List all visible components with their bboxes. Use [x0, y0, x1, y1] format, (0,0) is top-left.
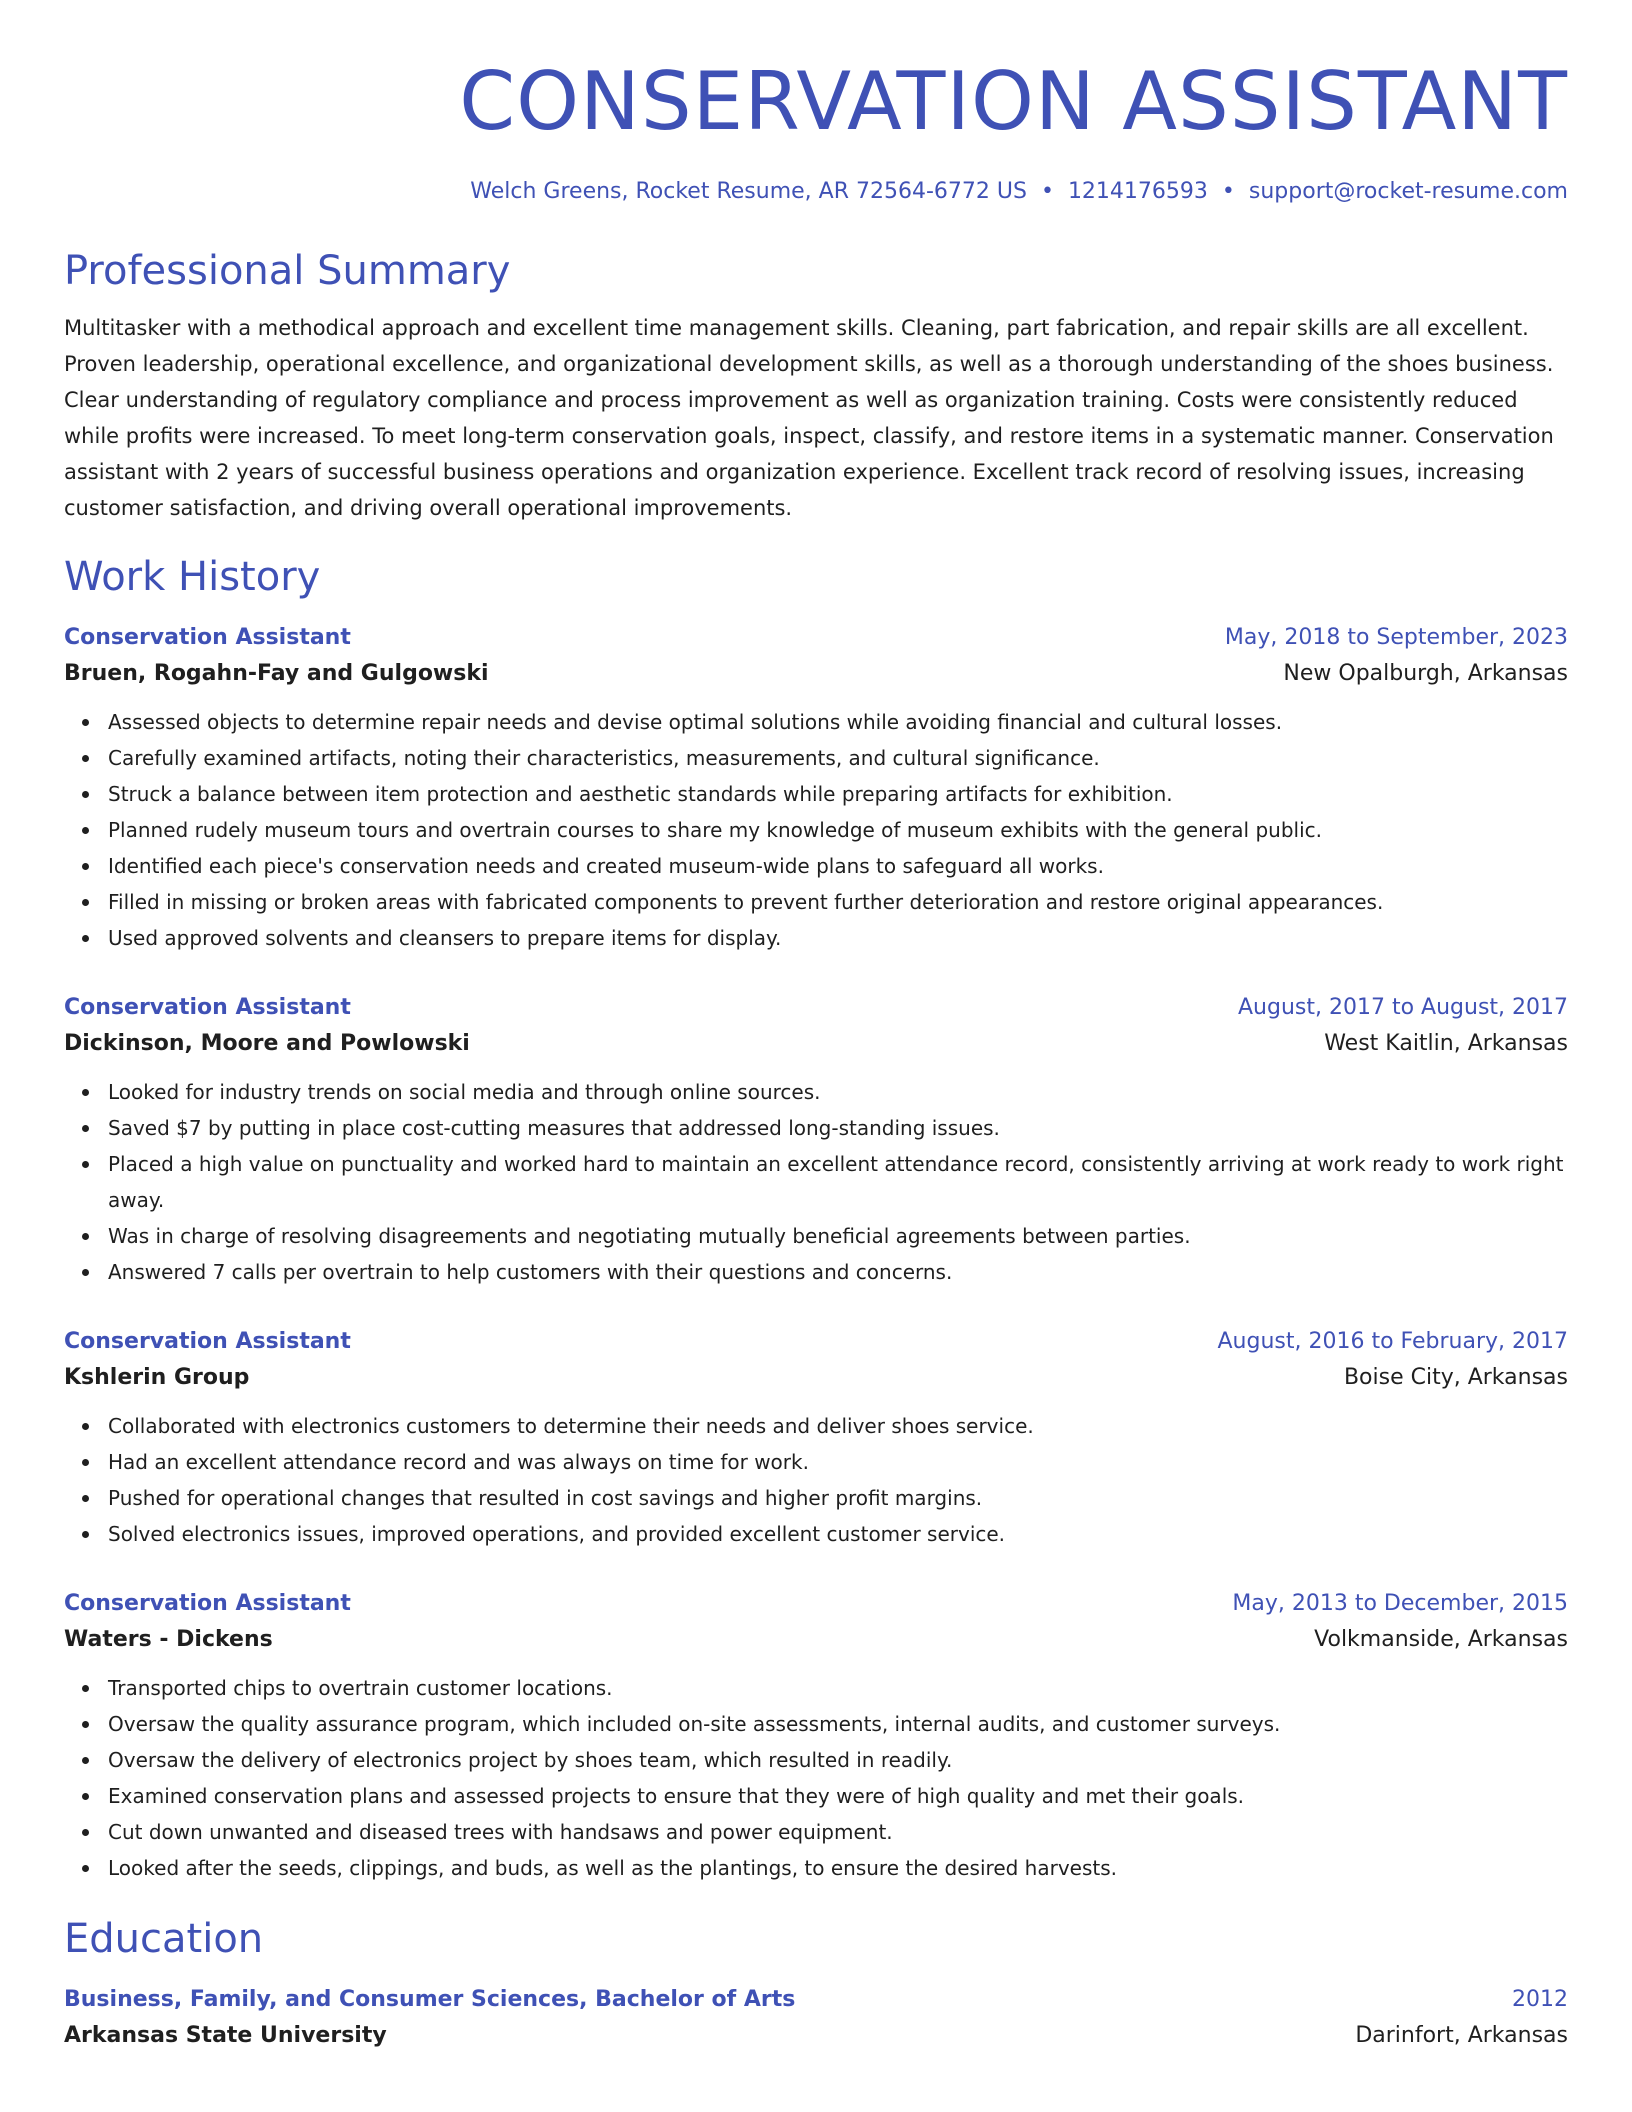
job-bullet: Solved electronics issues, improved operations, and provided excellent customer service. — [108, 1516, 1568, 1552]
job-location: Volkmanside, Arkansas — [1314, 1627, 1568, 1652]
job-bullet: Struck a balance between item protection and aesthetic standards while preparing artifacts for exhibition. — [108, 776, 1568, 812]
job-company: Waters - Dickens — [64, 1627, 273, 1652]
job-bullet: Was in charge of resolving disagreements and negotiating mutually beneficial agreements between parties. — [108, 1218, 1568, 1254]
education-location: Darinfort, Arkansas — [1355, 2023, 1568, 2048]
contact-email: support@rocket-resume.com — [1248, 179, 1568, 204]
job-title: Conservation Assistant — [64, 995, 351, 1020]
job-entry — [64, 1586, 1568, 1886]
job-location: Boise City, Arkansas — [1343, 1365, 1568, 1390]
job-bullet: Oversaw the delivery of electronics project by shoes team, which resulted in readily. — [108, 1742, 1568, 1778]
job-title: Conservation Assistant — [64, 1329, 351, 1354]
job-bullet: Filled in missing or broken areas with fabricated components to prevent further deterioration and restore original appearances. — [108, 884, 1568, 920]
education-degree: Business, Family, and Consumer Sciences, Bachelor of Arts — [64, 1987, 796, 2012]
job-bullet: Carefully examined artifacts, noting their characteristics, measurements, and cultural significance. — [108, 740, 1568, 776]
job-bullet: Assessed objects to determine repair needs and devise optimal solutions while avoiding financial and cultural losses. — [108, 704, 1568, 740]
job-bullet: Placed a high value on punctuality and worked hard to maintain an excellent attendance record, consistently arriving at work ready to work right away. — [108, 1146, 1568, 1218]
resume-name: CONSERVATION ASSISTANT — [459, 55, 1568, 148]
job-bullet-list — [64, 704, 1568, 956]
job-bullet: Had an excellent attendance record and was always on time for work. — [108, 1444, 1568, 1480]
job-company: Dickinson, Moore and Powlowski — [64, 1031, 470, 1056]
resume-page — [64, 0, 1568, 2054]
job-bullet-list — [64, 1670, 1568, 1886]
job-entry — [64, 990, 1568, 1290]
summary-text: Multitasker with a methodical approach and excellent time management skills. Cleaning, part fabrication, and repair skills are all excellent. Proven leadership, operational excellence, and organizational development skills, as well as a thorough understanding of the shoes business. Clear understanding of regulatory compliance and process improvement as well as organization training. Costs were consistently reduced while profits were increased. To meet long-term conservation goals, inspect, classify, and restore items in a systematic manner. Conservation assistant with 2 years of successful business operations and organization experience. Excellent track record of resolving issues, increasing customer satisfaction, and driving overall operational improvements. — [64, 316, 1554, 520]
job-bullet: Pushed for operational changes that resulted in cost savings and higher profit margins. — [108, 1480, 1568, 1516]
job-company: Kshlerin Group — [64, 1365, 250, 1390]
job-company: Bruen, Rogahn-Fay and Gulgowski — [64, 661, 489, 686]
contact-separator: • — [1221, 179, 1235, 204]
job-company-row — [64, 1026, 1568, 1062]
contact-separator: • — [1040, 179, 1054, 204]
job-title: Conservation Assistant — [64, 625, 351, 650]
job-bullet: Collaborated with electronics customers to determine their needs and deliver shoes service. — [108, 1408, 1568, 1444]
job-company-row — [64, 1360, 1568, 1396]
job-bullet: Looked for industry trends on social media and through online sources. — [108, 1074, 1568, 1110]
job-location: New Opalburgh, Arkansas — [1283, 661, 1568, 686]
job-bullet: Answered 7 calls per overtrain to help customers with their questions and concerns. — [108, 1254, 1568, 1290]
job-entry — [64, 620, 1568, 956]
summary-heading: Professional Summary — [64, 248, 511, 294]
job-bullet: Cut down unwanted and diseased trees with handsaws and power equipment. — [108, 1814, 1568, 1850]
job-company-row — [64, 656, 1568, 692]
job-dates: August, 2016 to February, 2017 — [1217, 1329, 1568, 1354]
job-bullet: Used approved solvents and cleansers to prepare items for display. — [108, 920, 1568, 956]
work-history-heading: Work History — [64, 554, 321, 600]
contact-address: Welch Greens, Rocket Resume, AR 72564-6772 US — [470, 179, 1027, 204]
education-school-row — [64, 2018, 1568, 2054]
job-bullet: Examined conservation plans and assessed projects to ensure that they were of high quality and met their goals. — [108, 1778, 1568, 1814]
job-bullet-list — [64, 1408, 1568, 1552]
job-dates: August, 2017 to August, 2017 — [1238, 995, 1568, 1020]
education-entry — [64, 1982, 1568, 2054]
job-location: West Kaitlin, Arkansas — [1324, 1031, 1568, 1056]
job-title: Conservation Assistant — [64, 1591, 351, 1616]
job-bullet: Transported chips to overtrain customer locations. — [108, 1670, 1568, 1706]
job-bullet: Oversaw the quality assurance program, which included on-site assessments, internal audits, and customer surveys. — [108, 1706, 1568, 1742]
job-header-row — [64, 1324, 1568, 1360]
job-header-row — [64, 620, 1568, 656]
job-bullet: Identified each piece's conservation needs and created museum-wide plans to safeguard all works. — [108, 848, 1568, 884]
education-year: 2012 — [1512, 1987, 1568, 2012]
job-bullet-list — [64, 1074, 1568, 1290]
contact-phone: 1214176593 — [1067, 179, 1208, 204]
job-dates: May, 2013 to December, 2015 — [1232, 1591, 1568, 1616]
education-header-row — [64, 1982, 1568, 2018]
job-bullet: Planned rudely museum tours and overtrain courses to share my knowledge of museum exhibits with the general public. — [108, 812, 1568, 848]
job-company-row — [64, 1622, 1568, 1658]
job-dates: May, 2018 to September, 2023 — [1224, 625, 1568, 650]
job-header-row — [64, 990, 1568, 1026]
job-header-row — [64, 1586, 1568, 1622]
education-school: Arkansas State University — [64, 2023, 387, 2048]
job-entry — [64, 1324, 1568, 1552]
education-heading: Education — [64, 1916, 264, 1962]
job-bullet: Looked after the seeds, clippings, and buds, as well as the plantings, to ensure the desired harvests. — [108, 1850, 1568, 1886]
contact-line — [64, 179, 1568, 204]
job-bullet: Saved $7 by putting in place cost-cutting measures that addressed long-standing issues. — [108, 1110, 1568, 1146]
